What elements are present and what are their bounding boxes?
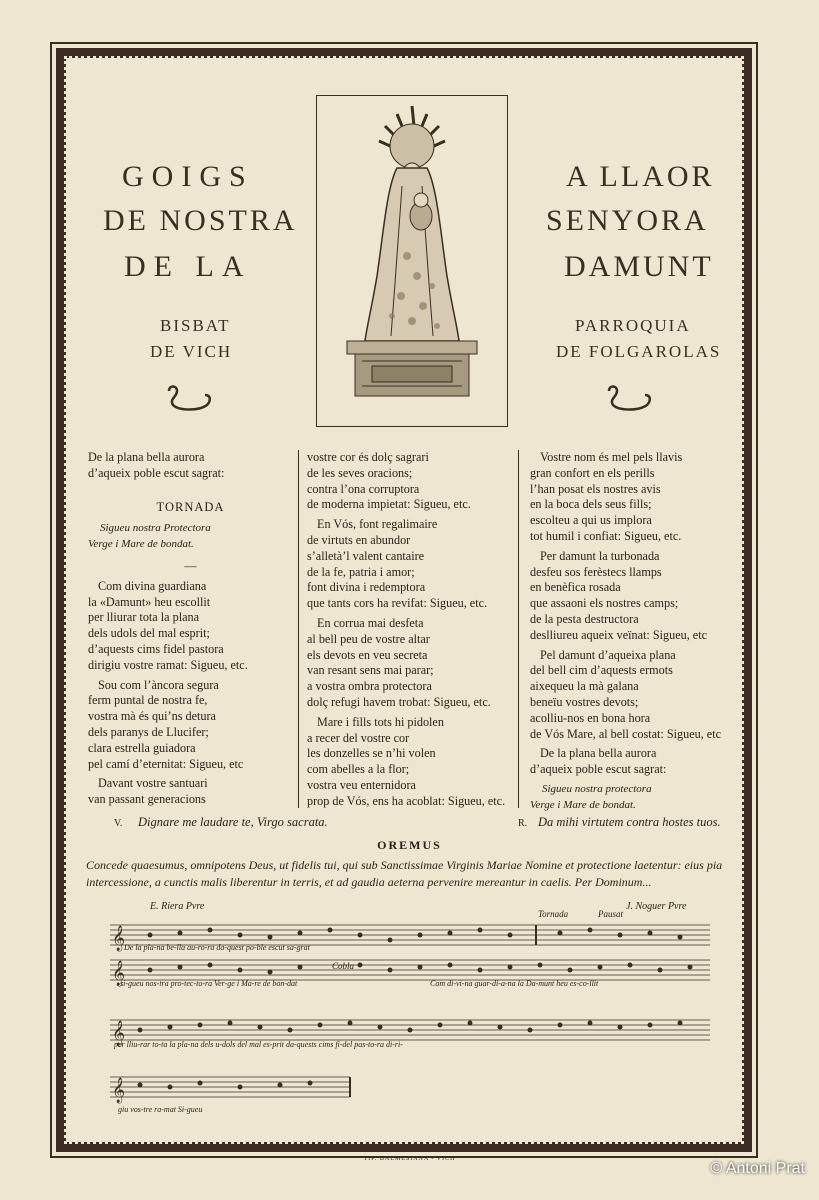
verse-line: deslliureu aqueix veïnat: Sigueu, etc (530, 627, 708, 642)
subtitle-right-2: DE FOLGAROLAS (556, 342, 722, 361)
svg-text:𝄞: 𝄞 (112, 1020, 126, 1045)
oremus-heading: OREMUS (377, 838, 442, 852)
verse-line: Per damunt la turbonada (540, 548, 660, 563)
verse-line: En Vós, font regalimaire (317, 517, 438, 532)
verse-line: Com divina guardiana (98, 578, 207, 593)
verse-line: pel camí d’eternitat: Sigueu, etc (88, 756, 244, 771)
lyrics-line: De la pla-na be-lla au-ro-ra da-quest po-ble escut sa-grat (124, 943, 310, 952)
verse-line: de la pesta destructora (530, 611, 639, 626)
verse-line: que tants cors ha revifat: Sigueu, etc. (307, 596, 488, 611)
verse-line: De la plana bella aurora (88, 450, 205, 464)
subtitle-right-1: PARROQUIA (575, 316, 691, 335)
composer-left: E. Riera Pvre (150, 901, 205, 912)
composer-right: J. Noguer Pvre (626, 901, 687, 912)
verse-line: Pel damunt d’aqueixa plana (540, 647, 676, 662)
verse-line: Vostre nom és mel pels llavis (540, 450, 683, 464)
verse-line: dels udols del mal esprit; (88, 626, 210, 641)
verse-line: De la plana bella aurora (540, 746, 657, 761)
title-right-3: DAMUNT (564, 250, 714, 283)
music-staves (110, 905, 720, 1135)
verse-line: en la boca dels seus fills; (530, 497, 652, 512)
verse-line: dolç refugi havem trobat: Sigueu, etc. (307, 694, 491, 709)
verse-line: En corrua mai desfeta (317, 615, 424, 630)
dash-separator: — (184, 558, 197, 573)
verse-line: beneïu vostres devots; (530, 694, 639, 709)
verse-line: com abelles a la flor; (307, 762, 410, 777)
verse-line: vostra veu enternidora (307, 777, 416, 792)
versicle-text: Dignare me laudare te, Virgo sacrata. (138, 815, 328, 829)
verse-line: del bell cim d’aquests ermots (530, 663, 673, 678)
title-left-1: GOIGS (122, 160, 254, 193)
verse-line: al bell peu de vostre altar (307, 631, 430, 646)
verse-line: escolteu a qui us implora (530, 513, 652, 528)
virgin-statue-image (316, 95, 508, 427)
verse-line: d’aqueix poble escut sagrat: (530, 762, 667, 777)
verse-line: vostre cor és dolç sagrari (307, 450, 429, 464)
versicle-mark: V. (114, 818, 123, 829)
column-3 (530, 450, 740, 814)
verse-line: Mare i fills tots hi pidolen (317, 714, 444, 729)
verse-line: els devots en veu secreta (307, 647, 428, 662)
verse-line: les donzelles se n’hi volen (307, 746, 436, 761)
verse-line: prop de Vós, ens ha acoblat: Sigueu, etc. (307, 793, 506, 808)
response-mark: R. (518, 818, 528, 829)
svg-text:𝄞: 𝄞 (112, 960, 126, 985)
verse-line: desfeu sos ferèstecs llamps (530, 564, 662, 579)
lyrics-line: Com di-vi-na guar-di-a-na la Da-munt heu es-co-llit (430, 979, 599, 988)
verse-line: van passant generacions (88, 792, 206, 807)
copyright-watermark: © Antoni Prat (710, 1160, 805, 1177)
verse-line: de moderna impietat: Sigueu, etc. (307, 497, 471, 512)
verse-line: l’han posat els nostres avis (530, 481, 661, 496)
verse-line: en benèfica rosada (530, 580, 621, 595)
verse-line: a vostra ombra protectora (307, 679, 432, 694)
verse-line: ferm puntal de nostra fe, (88, 693, 208, 708)
lyrics-line: giu vos-tre ra-mat Si-gueu (118, 1105, 203, 1114)
verse-line: van resant sens mai parar; (307, 663, 434, 678)
verse-line: d’aquests cims fidel pastora (88, 641, 224, 656)
verse-line: vostra mà és qui’ns detura (88, 709, 216, 724)
title-right-1: A LLAOR (566, 160, 715, 193)
verse-line: de Vós Mare, al bell costat: Sigueu, etc (530, 726, 722, 741)
tornada-heading: TORNADA (156, 499, 225, 514)
response-text: Da mihi virtutem contra hostes tuos. (538, 815, 721, 829)
verse-line: de virtuts en abundor (307, 532, 411, 547)
verse-line: gran confort en els perills (530, 465, 655, 480)
subtitle-left-2: DE VICH (150, 342, 233, 361)
printer-credit: TIP. BALMESIANA - VICH (363, 1156, 456, 1162)
verse-line: que assaoni els nostres camps; (530, 596, 679, 611)
verse-line: clara estrella guiadora (88, 740, 196, 755)
lyrics-line: per lliu-rar to-ta la pla-na dels u-dols del mal es-prit da-quests cims fi-del pas-to-ra di-ri- (114, 1040, 403, 1049)
verse-line: de la fe, patria i amor; (307, 564, 415, 579)
flourish-left-icon (165, 383, 215, 413)
verse-line: per lliurar tota la plana (88, 610, 199, 625)
verse-line: Verge i Mare de bondat. (530, 798, 636, 811)
verse-line: contra l’ona corruptora (307, 481, 420, 496)
music-score (110, 901, 720, 1140)
verse-line: acolliu-nos en bona hora (530, 710, 651, 725)
lyrics-line: si-gueu nos-tra pro-tec-to-ra Ver-ge i Ma-re de bon-dat (120, 979, 298, 988)
coble-mark: Cobla (332, 961, 355, 971)
svg-text:𝄞: 𝄞 (112, 1077, 126, 1102)
column-2 (307, 450, 512, 810)
verse-line: Verge i Mare de bondat. (88, 538, 194, 551)
verse-line: Sigueu nostra protectora (542, 782, 652, 795)
verse-line: a recer del vostre cor (307, 730, 410, 745)
flourish-right-icon (605, 383, 655, 413)
verse-line: dirigiu vostre ramat: Sigueu, etc. (88, 657, 248, 672)
verse-line: Davant vostre santuari (98, 776, 208, 791)
column-divider (298, 450, 299, 808)
title-left-2: DE NOSTRA (103, 204, 298, 237)
svg-text:𝄞: 𝄞 (112, 925, 126, 950)
column-divider (518, 450, 519, 808)
oremus-prayer: Concede quaesumus, omnipotens Deus, ut fidelis tui, qui sub Sanctissimae Virginis Mariae Nomine et protectione laetentur: eius pia intercessione, a cunctis malis liberentur in terris, et ad gaudia aeterna pervenire mereantur in caelis. Per Dominum... (86, 858, 723, 889)
title-left-3: DE LA (124, 250, 252, 283)
verse-line: Sou com l’àncora segura (98, 677, 219, 692)
verse-line: s’alletà’l valent cantaire (307, 548, 425, 563)
subtitle-left-1: BISBAT (160, 316, 231, 335)
pausat-mark: Pausat (598, 909, 624, 919)
verse-line: aixequeu la mà galana (530, 679, 639, 694)
verse-line: tot humil i confiat: Sigueu, etc. (530, 528, 682, 543)
verse-line: Sigueu nostra Protectora (100, 522, 211, 535)
verse-line: la «Damunt» heu escollit (88, 594, 211, 609)
verse-line: dels paranys de Llucifer; (88, 724, 209, 739)
tornada-mark: Tornada (538, 909, 569, 919)
verse-line: d’aqueix poble escut sagrat: (88, 465, 225, 480)
title-right-2: SENYORA (546, 204, 709, 237)
column-1 (88, 450, 293, 808)
verse-line: de les seves oracions; (307, 465, 413, 480)
verse-line: font divina i redemptora (307, 580, 426, 595)
